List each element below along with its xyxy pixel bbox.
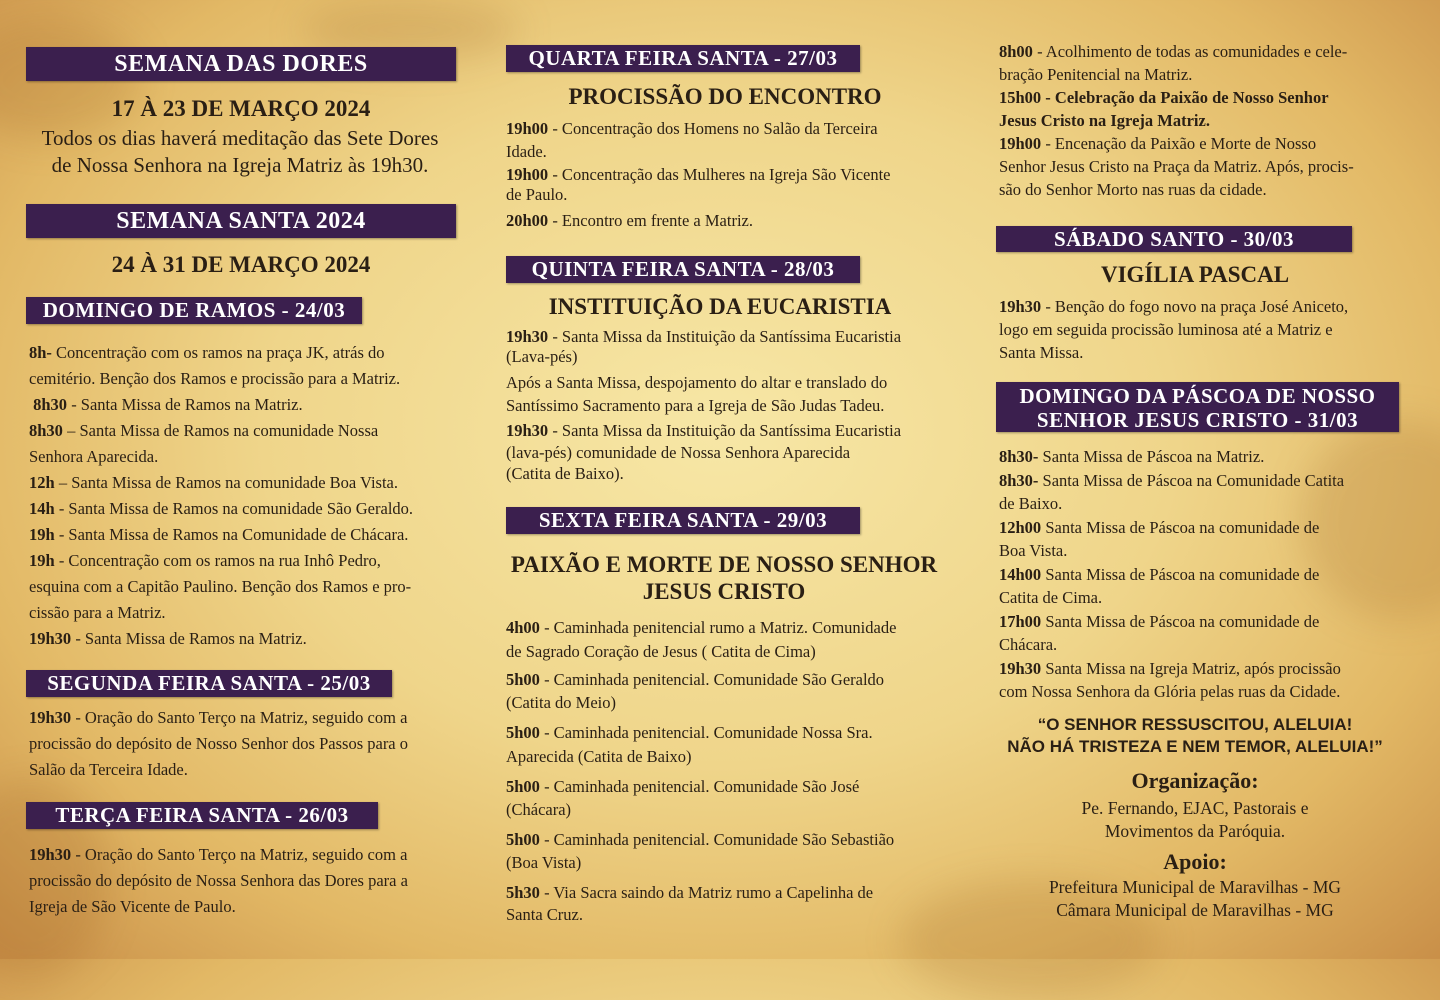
item-text: cissão para a Matriz. bbox=[29, 603, 166, 622]
item-time: 12h00 bbox=[999, 517, 1042, 537]
item-text: - Oração do Santo Terço na Matriz, seguido com a bbox=[71, 708, 408, 727]
item-text: Concentração com os ramos na praça JK, atrás do bbox=[51, 343, 385, 362]
apoio-line: Prefeitura Municipal de Maravilhas - MG bbox=[1048, 877, 1342, 897]
item-time: 5h00 bbox=[506, 670, 540, 689]
item-time: 15h00 - Celebração da Paixão de Nosso Senhor bbox=[999, 88, 1329, 107]
schedule-item bbox=[29, 340, 469, 366]
schedule-item bbox=[506, 668, 956, 692]
quote-line: “O SENHOR RESSUSCITOU, ALELUIA! bbox=[1037, 715, 1353, 734]
item-time: 5h30 bbox=[506, 883, 540, 902]
schedule-item bbox=[29, 842, 469, 868]
item-text: logo em seguida procissão luminosa até a Matriz e bbox=[999, 320, 1333, 339]
subtitle-line: JESUS CRISTO bbox=[642, 579, 806, 604]
terca-feira-schedule bbox=[29, 842, 469, 920]
sexta-feira-schedule bbox=[506, 616, 956, 924]
item-text: - Encontro em frente a Matriz. bbox=[548, 211, 753, 230]
item-time: 8h30 bbox=[29, 421, 63, 440]
schedule-item bbox=[506, 775, 956, 799]
subtitle-line: PAIXÃO E MORTE DE NOSSO SENHOR bbox=[510, 552, 938, 577]
schedule-item bbox=[29, 548, 469, 574]
item-time: 19h bbox=[29, 551, 55, 570]
item-text: Santa Missa de Páscoa na comunidade de bbox=[1041, 611, 1320, 631]
item-time: 19h30 bbox=[999, 658, 1042, 678]
schedule-item bbox=[506, 419, 946, 442]
item-text: Senhor Jesus Cristo na Praça da Matriz. Após, procis- bbox=[999, 157, 1354, 176]
item-text: procissão do depósito de Nossa Senhora das Dores para a bbox=[29, 871, 408, 890]
organizacao-heading: Organização: bbox=[1131, 768, 1259, 793]
easter-quote bbox=[990, 714, 1400, 758]
schedule-item bbox=[29, 418, 469, 444]
item-text: Idade. bbox=[506, 142, 547, 161]
item-text: Santa Missa de Páscoa na Matriz. bbox=[1038, 447, 1265, 466]
item-time: 12h bbox=[29, 473, 55, 492]
semana-dores-line: de Nossa Senhora na Igreja Matriz às 19h30. bbox=[51, 153, 429, 177]
sabado-santo-title: SÁBADO SANTO - 30/03 bbox=[996, 226, 1352, 252]
schedule-item bbox=[506, 117, 946, 140]
schedule-item bbox=[29, 470, 469, 496]
apoio-heading: Apoio: bbox=[1163, 849, 1227, 874]
item-text: Santa Missa de Páscoa na Comunidade Catita bbox=[1038, 470, 1345, 490]
item-text: cemitério. Benção dos Ramos e procissão para a Matriz. bbox=[29, 369, 401, 388]
segunda-feira-schedule bbox=[29, 705, 469, 783]
item-time: 19h00 bbox=[506, 165, 549, 184]
item-text: Aparecida (Catita de Baixo) bbox=[506, 747, 692, 766]
item-text: - Santa Missa de Ramos na Matriz. bbox=[67, 395, 303, 414]
schedule-item bbox=[506, 163, 946, 186]
vigilia-pascal-subtitle: VIGÍLIA PASCAL bbox=[1100, 262, 1290, 287]
title-line: SENHOR JESUS CRISTO - 31/03 bbox=[1036, 408, 1359, 432]
item-time: 19h00 bbox=[999, 134, 1042, 153]
domingo-pascoa-title bbox=[996, 382, 1399, 432]
item-text: - Acolhimento de todas as comunidades e cele- bbox=[1032, 42, 1348, 61]
semana-dores-line: Todos os dias haverá meditação das Sete Dores bbox=[41, 126, 439, 150]
item-time: 8h30- bbox=[999, 470, 1039, 490]
item-time: 5h00 bbox=[506, 777, 540, 796]
item-time: 20h00 bbox=[506, 211, 549, 230]
procissao-encontro-subtitle: PROCISSÃO DO ENCONTRO bbox=[568, 84, 882, 109]
quinta-feira-schedule bbox=[506, 325, 946, 484]
item-text: (Boa Vista) bbox=[506, 853, 582, 872]
schedule-item bbox=[999, 516, 1409, 540]
item-time: 14h00 bbox=[999, 564, 1042, 584]
semana-dores-title: SEMANA DAS DORES bbox=[26, 47, 456, 81]
schedule-item bbox=[506, 828, 956, 852]
schedule-item bbox=[999, 86, 1409, 109]
item-text: - Caminhada penitencial. Comunidade Nossa Sra. bbox=[539, 723, 873, 742]
item-time: 5h00 bbox=[506, 723, 540, 742]
item-text: - Oração do Santo Terço na Matriz, seguido com a bbox=[71, 845, 408, 864]
apoio-line: Câmara Municipal de Maravilhas - MG bbox=[1056, 900, 1334, 920]
item-time: 19h30 bbox=[506, 327, 549, 346]
paixao-morte-subtitle bbox=[500, 551, 948, 605]
item-text: Santa Missa de Páscoa na comunidade de bbox=[1041, 517, 1320, 537]
item-text: - Encenação da Paixão e Morte de Nosso bbox=[1041, 134, 1317, 153]
item-time: 19h30 bbox=[999, 297, 1042, 316]
item-text: Santa Missa de Páscoa na comunidade de bbox=[1041, 564, 1320, 584]
schedule-item bbox=[999, 469, 1409, 493]
item-time: 19h30 bbox=[29, 708, 72, 727]
semana-santa-dates: 24 À 31 DE MARÇO 2024 bbox=[111, 252, 371, 277]
item-time: 5h00 bbox=[506, 830, 540, 849]
item-text: Senhora Aparecida. bbox=[29, 447, 159, 466]
schedule-item bbox=[999, 295, 1409, 318]
quarta-feira-title: QUARTA FEIRA SANTA - 27/03 bbox=[506, 45, 860, 72]
domingo-pascoa-schedule bbox=[999, 445, 1409, 704]
item-text: Jesus Cristo na Igreja Matriz. bbox=[999, 111, 1210, 130]
item-time: 19h bbox=[29, 525, 55, 544]
item-text: de Sagrado Coração de Jesus ( Catita de Cima) bbox=[506, 642, 816, 661]
item-text: Igreja de São Vicente de Paulo. bbox=[29, 897, 236, 916]
item-text: - Concentração dos Homens no Salão da Terceira bbox=[548, 119, 878, 138]
sexta-feira-title: SEXTA FEIRA SANTA - 29/03 bbox=[506, 507, 860, 534]
item-time: 19h00 bbox=[506, 119, 549, 138]
item-text: - Caminhada penitencial rumo a Matriz. Comunidade bbox=[539, 618, 897, 637]
domingo-ramos-schedule bbox=[29, 340, 469, 652]
schedule-item bbox=[506, 209, 946, 232]
item-text: - Caminhada penitencial. Comunidade São Geraldo bbox=[539, 670, 885, 689]
org-line: Movimentos da Paróquia. bbox=[1104, 821, 1286, 841]
schedule-item bbox=[999, 657, 1409, 681]
schedule-item bbox=[506, 721, 956, 745]
item-text: - Caminhada penitencial. Comunidade São Sebastião bbox=[539, 830, 895, 849]
semana-dores-text bbox=[20, 125, 460, 179]
item-text: Após a Santa Missa, despojamento do altar e translado do bbox=[506, 373, 888, 392]
schedule-item bbox=[999, 445, 1409, 469]
terca-feira-title: TERÇA FEIRA SANTA - 26/03 bbox=[26, 802, 378, 829]
item-text: - Concentração com os ramos na rua Inhô Pedro, bbox=[54, 551, 381, 570]
item-time: 19h30 bbox=[29, 629, 72, 648]
item-text: de Paulo. bbox=[506, 185, 568, 204]
apoio-text bbox=[990, 876, 1400, 922]
quinta-feira-title: QUINTA FEIRA SANTA - 28/03 bbox=[506, 256, 860, 283]
schedule-item bbox=[999, 563, 1409, 587]
schedule-item bbox=[29, 522, 469, 548]
item-text: (Catita de Baixo). bbox=[506, 464, 624, 483]
item-time: 8h- bbox=[29, 343, 52, 362]
item-text: - Santa Missa de Ramos na comunidade São Geraldo. bbox=[54, 499, 414, 518]
item-text: (Catita do Meio) bbox=[506, 693, 616, 712]
item-text: (lava-pés) comunidade de Nossa Senhora Aparecida bbox=[506, 443, 851, 462]
item-text: Santa Cruz. bbox=[506, 905, 583, 924]
item-text: - Concentração das Mulheres na Igreja São Vicente bbox=[548, 165, 891, 184]
item-text: - Santa Missa de Ramos na Matriz. bbox=[71, 629, 307, 648]
item-text: - Santa Missa de Ramos na Comunidade de Chácara. bbox=[54, 525, 409, 544]
item-text: – Santa Missa de Ramos na comunidade Boa Vista. bbox=[54, 473, 399, 492]
semana-dores-dates: 17 À 23 DE MARÇO 2024 bbox=[111, 96, 371, 121]
schedule-item bbox=[999, 132, 1409, 155]
item-text: Santa Missa. bbox=[999, 343, 1084, 362]
item-text: Santíssimo Sacramento para a Igreja de São Judas Tadeu. bbox=[506, 396, 885, 415]
schedule-item bbox=[506, 325, 946, 348]
schedule-item bbox=[29, 626, 469, 652]
domingo-ramos-title: DOMINGO DE RAMOS - 24/03 bbox=[26, 297, 362, 324]
item-text: (Chácara) bbox=[506, 800, 572, 819]
sabado-santo-schedule bbox=[999, 295, 1409, 364]
item-text: são do Senhor Morto nas ruas da cidade. bbox=[999, 180, 1267, 199]
item-time: 14h bbox=[29, 499, 55, 518]
item-text: esquina com a Capitão Paulino. Benção dos Ramos e pro- bbox=[29, 577, 412, 596]
schedule-item bbox=[29, 705, 469, 731]
item-text: - Via Sacra saindo da Matriz rumo a Capelinha de bbox=[539, 883, 874, 902]
schedule-item bbox=[506, 881, 956, 905]
item-time: 8h00 bbox=[999, 42, 1033, 61]
item-text: - Benção do fogo novo na praça José Aniceto, bbox=[1041, 297, 1349, 316]
item-time: 19h30 bbox=[29, 845, 72, 864]
item-text: – Santa Missa de Ramos na comunidade Nossa bbox=[62, 421, 379, 440]
item-text: com Nossa Senhora da Glória pelas ruas da Cidade. bbox=[999, 682, 1341, 701]
item-time: 8h30 bbox=[33, 395, 68, 414]
item-text: bração Penitencial na Matriz. bbox=[999, 65, 1193, 84]
item-time: 19h30 bbox=[506, 421, 549, 440]
item-text: procissão do depósito de Nosso Senhor dos Passos para o bbox=[29, 734, 409, 753]
quote-line: NÃO HÁ TRISTEZA E NEM TEMOR, ALELUIA!” bbox=[1007, 737, 1383, 756]
item-text: Boa Vista. bbox=[999, 541, 1068, 560]
semana-santa-title: SEMANA SANTA 2024 bbox=[26, 204, 456, 238]
item-text: Chácara. bbox=[999, 635, 1058, 654]
item-time: 8h30- bbox=[999, 447, 1039, 466]
sexta-feira-continued-schedule bbox=[999, 40, 1409, 201]
item-text: - Santa Missa da Instituição da Santíssima Eucaristia bbox=[548, 327, 902, 346]
schedule-item bbox=[999, 40, 1409, 63]
segunda-feira-title: SEGUNDA FEIRA SANTA - 25/03 bbox=[26, 670, 392, 697]
item-text: - Santa Missa da Instituição da Santíssima Eucaristia bbox=[548, 421, 902, 440]
organizacao-text bbox=[990, 797, 1400, 843]
schedule-item bbox=[29, 496, 469, 522]
item-text: - Caminhada penitencial. Comunidade São José bbox=[539, 777, 860, 796]
item-time: 17h00 bbox=[999, 611, 1042, 631]
quarta-feira-schedule bbox=[506, 117, 946, 232]
item-text: Santa Missa na Igreja Matriz, após procissão bbox=[1041, 658, 1341, 678]
org-line: Pe. Fernando, EJAC, Pastorais e bbox=[1081, 798, 1309, 818]
schedule-item bbox=[506, 616, 956, 640]
item-text: Salão da Terceira Idade. bbox=[29, 760, 188, 779]
schedule-item bbox=[29, 392, 469, 418]
item-text: Catita de Cima. bbox=[999, 588, 1103, 607]
instituicao-eucaristia-subtitle: INSTITUIÇÃO DA EUCARISTIA bbox=[548, 294, 892, 319]
title-line: DOMINGO DA PÁSCOA DE NOSSO bbox=[1019, 384, 1376, 408]
item-text: (Lava-pés) bbox=[506, 347, 578, 366]
item-text: de Baixo. bbox=[999, 494, 1063, 513]
schedule-item bbox=[999, 610, 1409, 634]
item-time: 4h00 bbox=[506, 618, 540, 637]
